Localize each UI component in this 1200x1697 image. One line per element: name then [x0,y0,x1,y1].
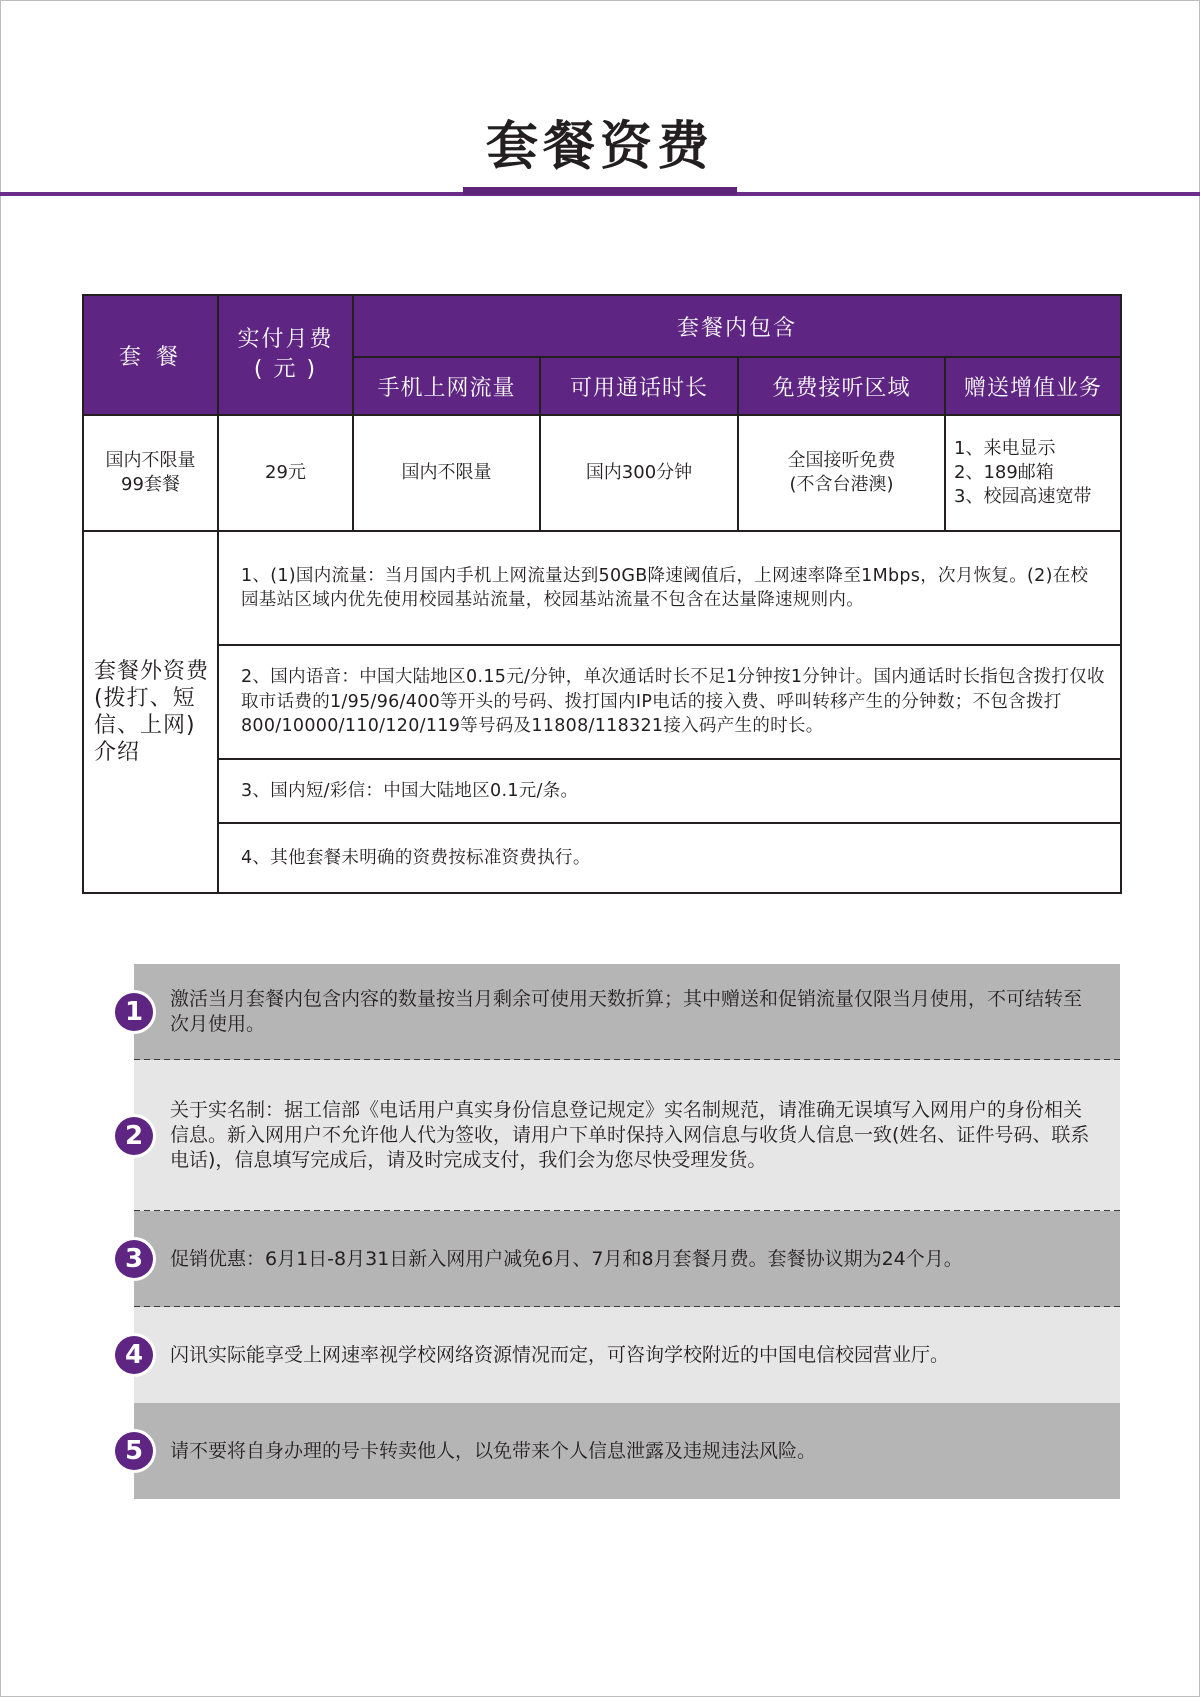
plan-fee: 29元 [218,415,353,531]
plan-answer-area: 全国接听免费 (不含台港澳) [738,415,945,531]
note-text: 促销优惠：6月1日-8月31日新入网用户减免6月、7月和8月套餐月费。套餐协议期为24个月。 [170,1247,963,1270]
notes-list [124,964,1120,1499]
outside-fees-label: 套餐外资费(拨打、短信、上网)介绍 [83,531,218,893]
outside-fee-item-other: 4、其他套餐未明确的资费按标准资费执行。 [218,823,1121,893]
outside-fee-item-voice: 2、国内语音：中国大陆地区0.15元/分钟，单次通话时长不足1分钟按1分钟计。国内通话时长指包含拨打仅收取市话费的1/95/96/400等开头的号码、拨打国内IP电话的接入费、呼叫转移产生的分钟数；不包含拨打800/10000/110/120/119等号码及11808/118321接入码产生的时长。 [218,645,1121,759]
note-text: 关于实名制：据工信部《电话用户真实身份信息登记规定》实名制规范，请准确无误填写入网用户的身份相关信息。新入网用户不允许他人代为签收，请用户下单时保持入网信息与收货人信息一致(姓名、证件号码、联系电话)，信息填写完成后，请及时完成支付，我们会为您尽快受理发货。 [170,1099,1090,1171]
note-item [124,1307,1120,1403]
header-plan: 套 餐 [83,295,218,415]
note-text: 激活当月套餐内包含内容的数量按当月剩余可使用天数折算；其中赠送和促销流量仅限当月使用，不可结转至次月使用。 [170,988,1083,1035]
note-number-badge: 1 [115,993,153,1031]
header-mobile-data: 手机上网流量 [353,357,540,415]
note-item [124,964,1120,1060]
header-monthly-fee: 实付月费 ( 元 ) [218,295,353,415]
header-value-added: 赠送增值业务 [945,357,1121,415]
note-number-badge: 4 [115,1336,153,1374]
note-number-badge: 3 [115,1240,153,1278]
header-call-minutes: 可用通话时长 [540,357,738,415]
outside-fee-item-sms: 3、国内短/彩信：中国大陆地区0.1元/条。 [218,759,1121,823]
note-item [124,1060,1120,1211]
plan-name: 国内不限量 99套餐 [83,415,218,531]
title-rule-accent [463,187,737,195]
note-number-badge: 2 [115,1117,153,1155]
header-free-answer-area: 免费接听区域 [738,357,945,415]
vas-item: 3、校园高速宽带 [954,486,1092,507]
pricing-table [82,294,1122,894]
page-title: 套餐资费 [485,117,714,177]
plan-value-added [945,415,1121,531]
plan-data: 国内不限量 [353,415,540,531]
note-text: 闪讯实际能享受上网速率视学校网络资源情况而定，可咨询学校附近的中国电信校园营业厅。 [170,1343,950,1366]
note-item [124,1403,1120,1499]
plan-calls: 国内300分钟 [540,415,738,531]
vas-item: 1、来电显示 [954,438,1056,459]
note-text: 请不要将自身办理的号卡转卖他人，以免带来个人信息泄露及违规违法风险。 [170,1439,817,1462]
header-included: 套餐内包含 [353,295,1121,357]
outside-fee-item-data: 1、(1)国内流量：当月国内手机上网流量达到50GB降速阈值后，上网速率降至1Mbps，次月恢复。(2)在校园基站区域内优先使用校园基站流量，校园基站流量不包含在达量降速规则内。 [218,531,1121,645]
vas-item: 2、189邮箱 [954,462,1054,483]
note-item [124,1211,1120,1307]
note-number-badge: 5 [115,1432,153,1470]
